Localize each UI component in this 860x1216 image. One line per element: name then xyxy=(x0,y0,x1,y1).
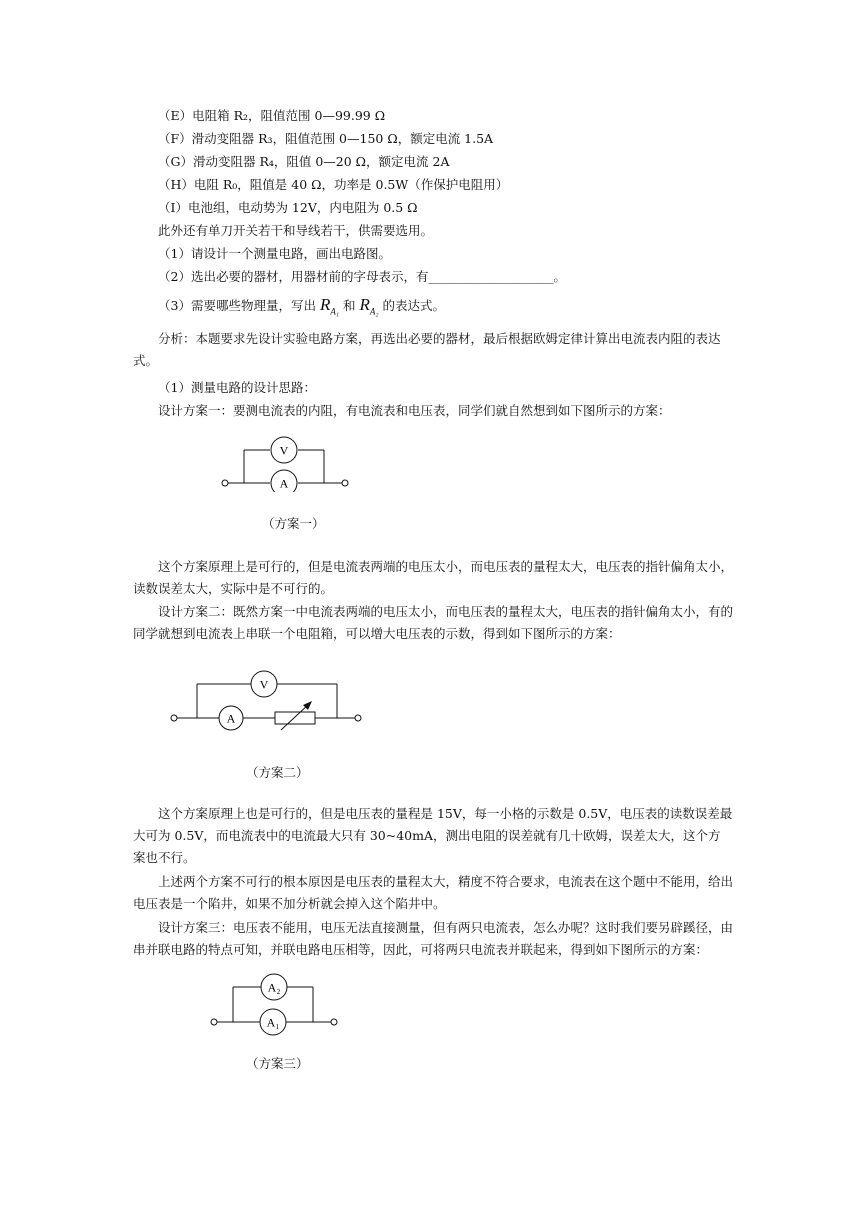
resistance-a2-symbol xyxy=(359,295,379,317)
item-i: （I）电池组，电动势为 12V，内电阻为 0.5 Ω xyxy=(158,200,418,215)
question-3 xyxy=(158,294,445,322)
design-thinking-heading: （1）测量电路的设计思路： xyxy=(158,380,316,395)
item-g: （G）滑动变阻器 R₄，阻值 0—20 Ω，额定电流 2A xyxy=(158,154,450,169)
caption-plan-1: （方案一） xyxy=(262,516,325,531)
plan-1-evaluation: 这个方案原理上是可行的，但是电流表两端的电压太小，而电压表的量程太大，电压表的指针偏角太小，读数误差太大，实际中是不可行的。 xyxy=(133,559,734,596)
r-sub-2: A₂ xyxy=(369,306,379,317)
item-e: （E）电阻箱 R₂，阻值范围 0—99.99 Ω xyxy=(158,108,386,123)
question-1: （1）请设计一个测量电路，画出电路图。 xyxy=(158,246,391,261)
item-h: （H）电阻 R₀，阻值是 40 Ω，功率是 0.5W（作保护电阻用） xyxy=(158,177,509,192)
analysis-intro: 分析：本题要求先设计实验电路方案，再选出必要的器材，最后根据欧姆定律计算出电流表内阻的表达式。 xyxy=(133,331,721,368)
ammeter-label: A xyxy=(226,711,236,726)
r-letter-2: R xyxy=(359,295,370,314)
plan-2-text: 设计方案二：既然方案一中电流表两端的电压太小，而电压表的量程太大，电压表的指针偏角太小，有的同学就想到电流表上串联一个电阻箱，可以增大电压表的示数，得到如下图所示的方案： xyxy=(133,604,734,641)
item-f: （F）滑动变阻器 R₃，阻值范围 0—150 Ω，额定电流 1.5A xyxy=(158,131,494,146)
caption-plan-2: （方案二） xyxy=(246,765,309,780)
caption-plan-3: （方案三） xyxy=(246,1056,309,1071)
plan-2-evaluation: 这个方案原理上也是可行的，但是电压表的量程是 15V，每一小格的示数是 0.5V，电压表的读数误差最大可为 0.5V，而电流表中的电流最大只有 30~40mA，测出电阻的误差就有几十欧姆，误差太大，这个方案也不行。 xyxy=(133,806,733,865)
extra-note: 此外还有单刀开关若干和导线若干，供需要选用。 xyxy=(158,223,434,238)
circuit-plan-3 xyxy=(205,972,345,1038)
circuit-plan-2 xyxy=(165,668,365,734)
r-sub-1: A₁ xyxy=(330,306,339,317)
ammeter-1-label: A₁ xyxy=(266,1015,280,1030)
voltmeter-label: V xyxy=(279,443,289,458)
ammeter-2-label: A₂ xyxy=(267,980,281,995)
resistance-a1-symbol xyxy=(319,295,339,317)
r-letter-1: R xyxy=(319,295,331,314)
question-3-tail: 的表达式。 xyxy=(382,298,445,313)
question-2: （2）选出必要的器材，用器材前的字母表示，有____________________。 xyxy=(158,269,566,284)
plan-1-text: 设计方案一：要测电流表的内阻，有电流表和电压表，同学们就自然想到如下图所示的方案： xyxy=(158,403,671,418)
plan-3-text: 设计方案三：电压表不能用，电压无法直接测量，但有两只电流表，怎么办呢？这时我们要另辟蹊径，由串并联电路的特点可知，并联电路电压相等，因此，可将两只电流表并联起来，得到如下图所示的方案： xyxy=(133,920,734,957)
voltmeter-label: V xyxy=(259,677,269,692)
root-cause-paragraph: 上述两个方案不可行的根本原因是电压表的量程太大，精度不符合要求，电流表在这个题中不能用，给出电压表是一个陷井，如果不加分析就会掉入这个陷井中。 xyxy=(133,874,734,911)
ammeter-label: A xyxy=(279,476,289,491)
question-3-lead: （3）需要哪些物理量，写出 xyxy=(158,298,316,313)
resistance-box-icon xyxy=(275,712,315,724)
circuit-plan-1 xyxy=(216,432,356,492)
question-3-and: 和 xyxy=(342,298,356,313)
